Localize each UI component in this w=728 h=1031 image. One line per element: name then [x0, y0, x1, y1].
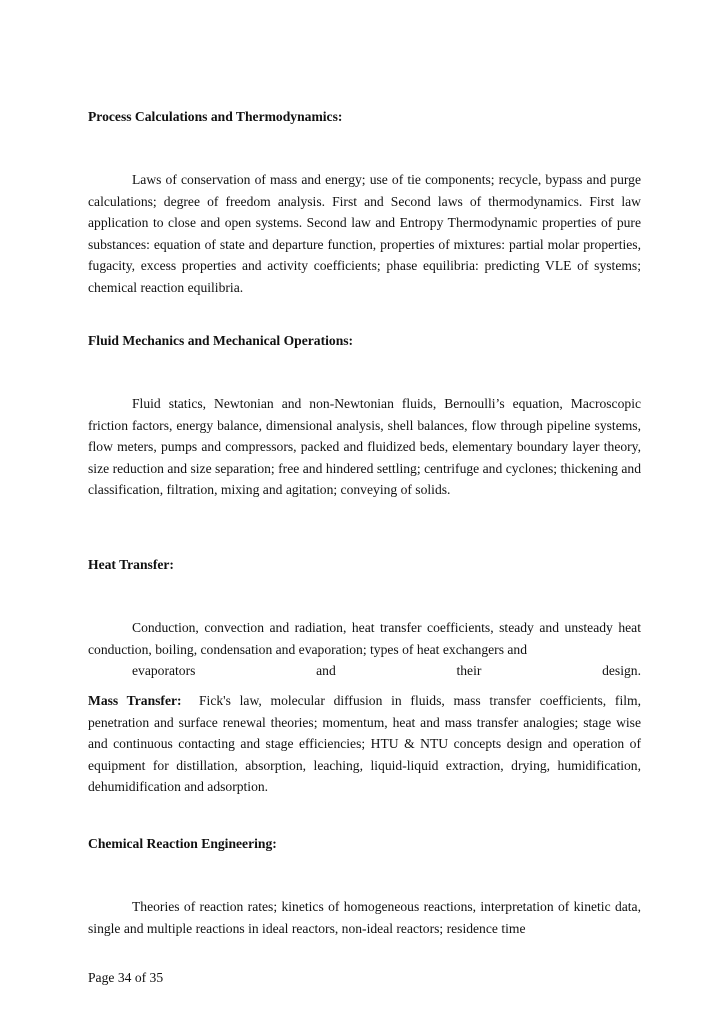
- section-body-process: Laws of conservation of mass and energy; use of tie components; recycle, bypass and purge calculations; degree of freedom analysis. First and Second laws of thermodynamics. First law application to close and open systems. Second law and Entropy Thermodynamic properties of pure substances: equation of state and departure function, properties of mixtures: partial molar properties, fugacity, excess properties and activity coefficients; phase equilibria: predicting VLE of systems; chemical reaction equilibria.: [88, 172, 641, 295]
- section-heading-heat: Heat Transfer:: [88, 557, 174, 572]
- section-body-heat: [88, 617, 641, 682]
- section-body-heat-last-line: evaporators and their design.: [132, 663, 641, 679]
- section-heading-process: Process Calculations and Thermodynamics:: [88, 109, 343, 124]
- section-mass: [88, 690, 641, 798]
- section-body-mass: Fick's law, molecular diffusion in fluids, mass transfer coefficients, film, penetration and surface renewal theories; momentum, heat and mass transfer analogies; stage wise and continuous contacting and stage efficiencies; HTU & NTU concepts design and operation of equipment for distillation, absorption, leaching, liquid-liquid extraction, drying, humidification, dehumidification and adsorption.: [88, 693, 641, 795]
- section-heading-reaction: Chemical Reaction Engineering:: [88, 836, 277, 851]
- section-heading-mass: Mass Transfer:: [88, 693, 182, 708]
- section-body-heat-text: Conduction, convection and radiation, heat transfer coefficients, steady and unsteady heat conduction, boiling, condensation and evaporation; types of heat exchangers and: [88, 620, 641, 657]
- section-heading-fluid: Fluid Mechanics and Mechanical Operations:: [88, 333, 354, 348]
- page-number: Page 34 of 35: [88, 970, 164, 985]
- section-body-fluid: Fluid statics, Newtonian and non-Newtonian fluids, Bernoulli’s equation, Macroscopic friction factors, energy balance, dimensional analysis, shell balances, flow through pipeline systems, flow meters, pumps and compressors, packed and fluidized beds, elementary boundary layer theory, size reduction and size separation; free and hindered settling; centrifuge and cyclones; thickening and classification, filtration, mixing and agitation; conveying of solids.: [88, 396, 641, 498]
- section-body-reaction: Theories of reaction rates; kinetics of homogeneous reactions, interpretation of kinetic data, single and multiple reactions in ideal reactors, non-ideal reactors; residence time: [88, 899, 641, 936]
